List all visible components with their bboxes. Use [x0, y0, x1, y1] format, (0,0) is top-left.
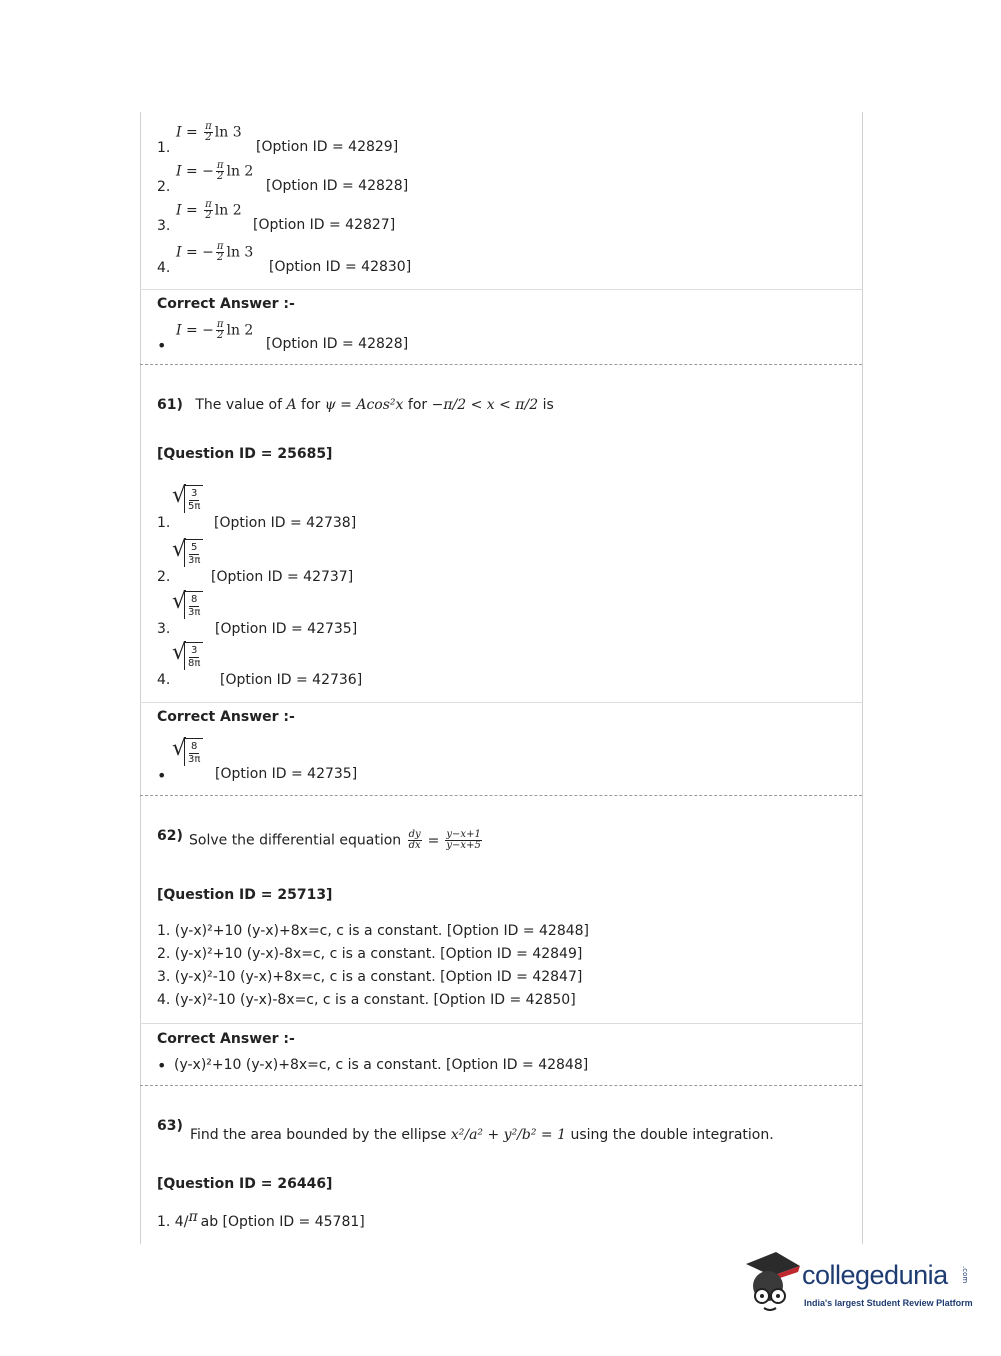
option-id: [Option ID = 42737]: [211, 569, 354, 585]
fraction: [204, 122, 213, 143]
option-number: 2.: [157, 569, 171, 585]
q61-correct-heading: Correct Answer :-: [157, 709, 295, 725]
denominator: 2: [205, 132, 212, 143]
question-text: using the double integration.: [566, 1127, 774, 1143]
option-number: 3.: [157, 621, 171, 637]
math-suffix: ln 2: [226, 163, 254, 180]
denominator: 2: [217, 330, 224, 341]
numerator: 8: [191, 594, 198, 605]
q62-option-2: 2. (y-x)²+10 (y-x)-8x=c, c is a constant. [Option ID = 42849]: [157, 946, 583, 962]
math-range: −π/2 < x < π/2: [431, 397, 539, 413]
math-expression: [176, 242, 253, 263]
numerator: π: [205, 199, 212, 210]
q62-question-body: [189, 830, 484, 851]
fraction: [204, 200, 213, 221]
q62-question: [157, 828, 183, 844]
denominator: y−x+5: [446, 840, 481, 851]
bullet: •: [157, 336, 167, 355]
fraction-lhs: [408, 830, 422, 851]
math-prefix: I =: [176, 202, 203, 219]
math-suffix: ln 3: [226, 244, 254, 261]
numerator: π: [205, 121, 212, 132]
q63-question-id: [Question ID = 26446]: [157, 1176, 333, 1192]
divider: [140, 1023, 862, 1024]
fraction: [216, 161, 225, 182]
numerator: y−x+1: [446, 829, 481, 840]
numerator: π: [216, 319, 224, 330]
denominator: 3π: [188, 607, 201, 618]
math-suffix: ln 3: [214, 124, 242, 141]
divider: [140, 289, 862, 290]
option-number: 1.: [157, 140, 171, 156]
denominator: 2: [205, 210, 212, 221]
question-number: 61): [157, 397, 183, 413]
option-id: [Option ID = 42829]: [256, 139, 399, 155]
option-id: [Option ID = 42828]: [266, 336, 409, 352]
numerator: 5: [191, 542, 198, 553]
numerator: dy: [408, 829, 421, 840]
collegedunia-logo[interactable]: [742, 1250, 972, 1320]
math-pi: π: [188, 1209, 198, 1225]
q63-question-number: 63): [157, 1118, 183, 1134]
option-number: 3.: [157, 218, 171, 234]
option-number: 4.: [157, 260, 171, 276]
fraction-rhs: [445, 830, 481, 851]
option-id: [Option ID = 42735]: [215, 766, 358, 782]
logo-wordmark: collegedunia: [802, 1260, 948, 1290]
question-separator: [140, 364, 862, 365]
denominator: 3π: [188, 555, 201, 566]
numerator: 3: [191, 488, 198, 499]
math-expression: [176, 161, 253, 182]
logo-tld: .com: [961, 1266, 969, 1284]
math-suffix: ln 2: [214, 202, 242, 219]
question-text: for: [403, 397, 432, 413]
q60-correct-heading: Correct Answer :-: [157, 296, 295, 312]
question-text: The value of: [195, 397, 287, 413]
bullet: •: [157, 1056, 167, 1075]
divider: [140, 702, 862, 703]
option-number: 4.: [157, 672, 171, 688]
question-separator: [140, 795, 862, 796]
math-suffix: ln 2: [226, 322, 254, 339]
math-expression: [176, 320, 253, 341]
q62-option-1: 1. (y-x)²+10 (y-x)+8x=c, c is a constant. [Option ID = 42848]: [157, 923, 590, 939]
fraction: [216, 242, 225, 263]
question-separator: [140, 1085, 862, 1086]
math-prefix: I =: [176, 124, 203, 141]
denominator: dx: [408, 840, 421, 851]
bullet: •: [157, 766, 167, 785]
q62-option-3: 3. (y-x)²-10 (y-x)+8x=c, c is a constant. [Option ID = 42847]: [157, 969, 583, 985]
numerator: 3: [191, 645, 198, 656]
question-text: for: [296, 397, 325, 413]
denominator: 5π: [188, 501, 201, 512]
q62-option-4: 4. (y-x)²-10 (y-x)-8x=c, c is a constant. [Option ID = 42850]: [157, 992, 576, 1008]
equals-sign: =: [427, 832, 440, 849]
denominator: 2: [217, 252, 224, 263]
question-text: Solve the differential equation: [189, 832, 406, 849]
option-text: ab [Option ID = 45781]: [200, 1214, 365, 1230]
option-id: [Option ID = 42827]: [253, 217, 396, 233]
math-var: A: [286, 397, 297, 413]
math-prefix: I = −: [176, 244, 214, 261]
math-expression: x²/a² + y²/b² = 1: [450, 1127, 567, 1143]
q63-question: [190, 1127, 774, 1143]
q61-question: [157, 397, 554, 413]
denominator: 8π: [188, 658, 201, 669]
option-id: [Option ID = 42830]: [269, 259, 412, 275]
correct-answer-text: (y-x)²+10 (y-x)+8x=c, c is a constant. [Option ID = 42848]: [174, 1057, 589, 1073]
mascot-icon: [742, 1250, 802, 1312]
question-text: Find the area bounded by the ellipse: [190, 1127, 451, 1143]
q61-question-id: [Question ID = 25685]: [157, 446, 333, 462]
q62-question-id: [Question ID = 25713]: [157, 887, 333, 903]
numerator: π: [216, 160, 224, 171]
option-id: [Option ID = 42828]: [266, 178, 409, 194]
fraction: [216, 320, 225, 341]
option-number: 2.: [157, 179, 171, 195]
option-number: 1.: [157, 515, 171, 531]
question-number: 62): [157, 828, 183, 844]
option-id: [Option ID = 42735]: [215, 621, 358, 637]
q63-option-1: [157, 1209, 365, 1230]
option-text: 1. 4/: [157, 1214, 189, 1230]
numerator: 8: [191, 741, 198, 752]
math-prefix: I = −: [176, 163, 214, 180]
numerator: π: [216, 241, 224, 252]
math-expression: ψ = Acos²x: [324, 397, 404, 413]
math-expression: [176, 200, 242, 221]
option-id: [Option ID = 42738]: [214, 515, 357, 531]
denominator: 3π: [188, 754, 201, 765]
denominator: 2: [217, 171, 224, 182]
q62-correct-heading: Correct Answer :-: [157, 1031, 295, 1047]
question-text: is: [538, 397, 554, 413]
math-prefix: I = −: [176, 322, 214, 339]
option-id: [Option ID = 42736]: [220, 672, 363, 688]
logo-tagline: India's largest Student Review Platform: [804, 1298, 973, 1308]
math-expression: [176, 122, 242, 143]
